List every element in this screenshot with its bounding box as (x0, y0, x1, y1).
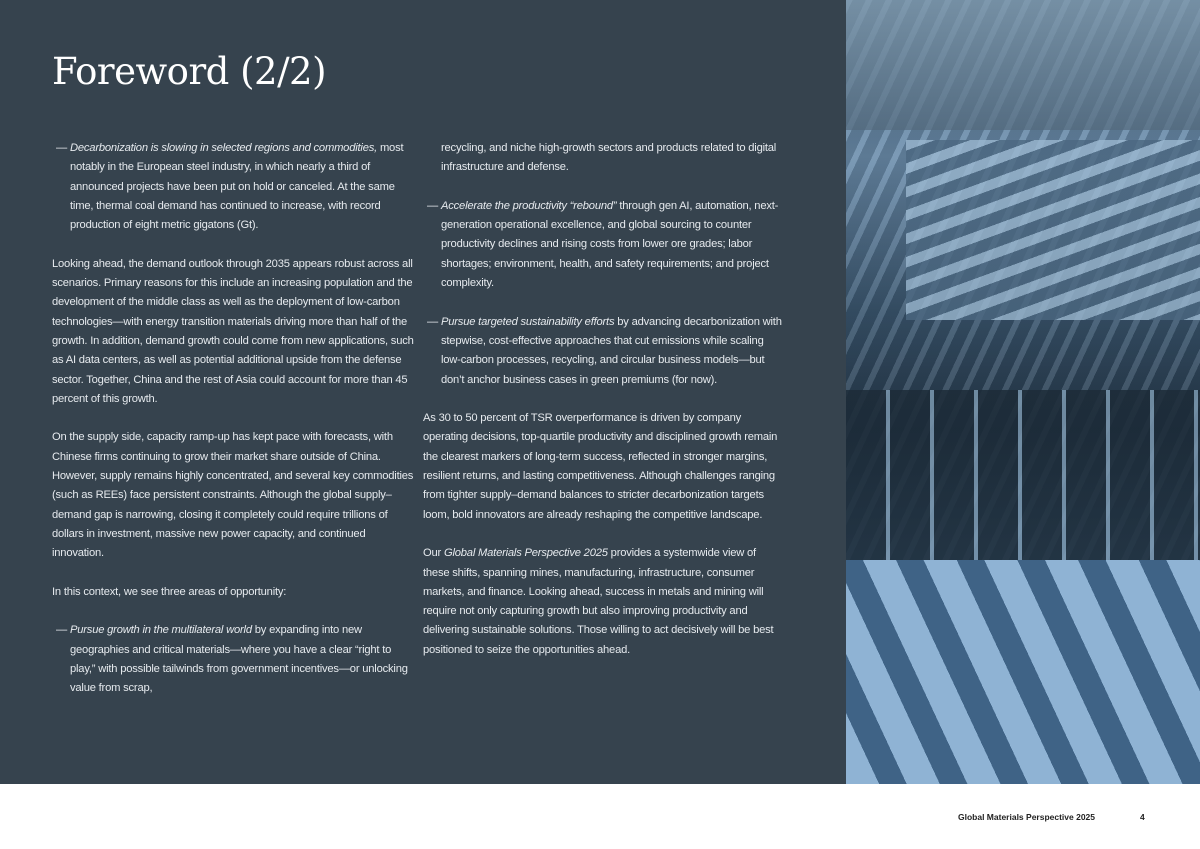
corrugated-steel-sheets (846, 560, 1200, 784)
footer-publication: Global Materials Perspective 2025 (958, 812, 1096, 822)
publication-name: Global Materials Perspective 2025 (443, 547, 608, 560)
paragraph-opportunity-intro: In this context, we see three areas of opportunity: (52, 585, 287, 598)
right-column (423, 139, 785, 679)
bullet-lead: Decarbonization is slowing in selected regions and commodities, (70, 142, 378, 154)
text: Our (423, 547, 444, 560)
text: provides a systemwide view of these shifts, spanning mines, manufacturing, infrastructure, consumer markets, and finance. Looking ahead, success in metals and mining will require not only capturing growth but also improving productivity and delivering sustainable solutions. Those willing to act decisively will be best positioned to seize the opportunities ahead. (423, 547, 774, 656)
paragraph-supply: On the supply side, capacity ramp-up has kept pace with forecasts, with Chinese firms continuing to grow their market share outside of China. However, supply remains highly concentrated, and several key commodities (such as REEs) face persistent constraints. Although the global supply–demand gap is narrowing, closing it completely could require trillions of dollars in investment, massive new power capacity, and continued innovation. (52, 431, 414, 560)
bullet-lead: Pursue targeted sustainability efforts (441, 315, 615, 328)
bullet-text: by expanding into new geographies and critical materials—where you have a clear “right to play,” with possible tailwinds from government incentives—or unlocking value from scrap, (70, 624, 408, 695)
bullet-decarbonization (52, 139, 414, 235)
dash-bullet: — (427, 315, 438, 328)
page-number: 4 (1140, 812, 1145, 822)
photo-background (846, 0, 1200, 130)
paragraph-tsr: As 30 to 50 percent of TSR overperformance is driven by company operating decisions, top-quartile productivity and disciplined growth remain the clearest markers of long-term success, reflected in stronger margins, resilient returns, and lasting competitiveness. Although challenges ranging from tighter supply–demand balances to stricter decarbonization targets loom, bold innovators are already reshaping the competitive landscape. (423, 412, 778, 521)
steel-warehouse-photo (846, 0, 1200, 784)
bullet-growth (52, 621, 414, 698)
dash-bullet: — (56, 624, 67, 637)
steel-tube-stacks (846, 390, 1200, 560)
dash-bullet: — (427, 199, 438, 212)
bullet-lead: Accelerate the productivity “rebound” (441, 199, 617, 212)
bullet-text: most notably in the European steel industry, in which nearly a third of announced projects have been put on hold or canceled. At the same time, thermal coal demand has continued to increase, with record production of eight metric gigatons (Gt). (70, 142, 404, 232)
dash-bullet: — (56, 142, 67, 154)
steel-bundles (906, 140, 1200, 320)
bullet-text: through gen AI, automation, next-generation operational excellence, and global sourcing to counter productivity declines and rising costs from lower ore grades; labor shortages; environment, health, and safety requirements; and project complexity. (441, 199, 779, 290)
page-title: Foreword (2/2) (52, 50, 327, 93)
bullet-lead: Pursue growth in the multilateral world (70, 624, 252, 637)
paragraph-demand: Looking ahead, the demand outlook through 2035 appears robust across all scenarios. Primary reasons for this include an increasing population and the development of the middle class as well as the deployment of low-carbon technologies—with energy transition materials driving more than half of the growth. In addition, demand growth could come from new applications, such as AI data centers, as well as potential additional upside from the defense sector. Together, China and the rest of Asia could account for more than 45 percent of this growth. (52, 257, 414, 405)
bullet-growth-continued: recycling, and niche high-growth sectors and products related to digital infrastructure and defense. (441, 142, 777, 174)
left-column (52, 139, 414, 699)
paragraph-perspective (423, 544, 785, 660)
bullet-productivity (423, 197, 785, 293)
bullet-text: by advancing decarbonization with stepwise, cost-effective approaches that cut emissions while scaling low-carbon processes, recycling, and circular business models—but don’t anchor business cases in green premiums (for now). (441, 315, 782, 386)
bullet-sustainability (423, 313, 785, 390)
